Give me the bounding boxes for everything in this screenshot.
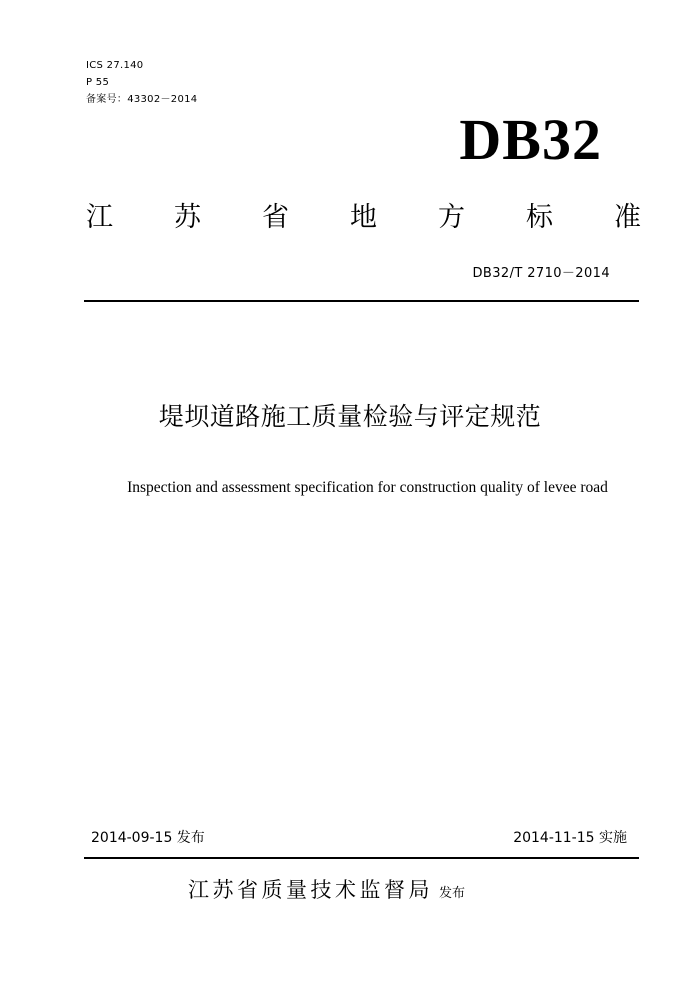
top-divider xyxy=(84,300,639,302)
publish-date: 2014-09-15 发布 xyxy=(91,830,205,846)
classification-code: P 55 xyxy=(86,77,110,88)
db-code-heading: DB32 xyxy=(459,107,602,172)
issuing-authority xyxy=(188,876,465,904)
standard-type-heading xyxy=(86,201,641,235)
document-title-english: Inspection and assessment specification for construction quality of levee road xyxy=(127,479,608,496)
standard-type-char: 江 xyxy=(86,202,113,233)
filing-number: 备案号：43302－2014 xyxy=(86,94,198,105)
standard-type-char: 标 xyxy=(526,202,553,233)
standard-type-char: 方 xyxy=(438,202,465,233)
bottom-divider xyxy=(84,857,639,859)
issuer-name: 江苏省质量技术监督局 xyxy=(188,878,433,902)
standard-type-char: 准 xyxy=(614,202,641,233)
ics-code: ICS 27.140 xyxy=(86,60,144,71)
standard-type-char: 地 xyxy=(350,202,377,233)
document-title-chinese: 堤坝道路施工质量检验与评定规范 xyxy=(158,402,542,431)
issuer-label: 发布 xyxy=(439,886,466,901)
standard-type-char: 省 xyxy=(262,202,289,233)
standard-type-char: 苏 xyxy=(174,202,201,233)
standard-number: DB32/T 2710－2014 xyxy=(472,266,610,281)
implementation-date: 2014-11-15 实施 xyxy=(513,830,627,846)
metadata-block xyxy=(86,57,197,108)
